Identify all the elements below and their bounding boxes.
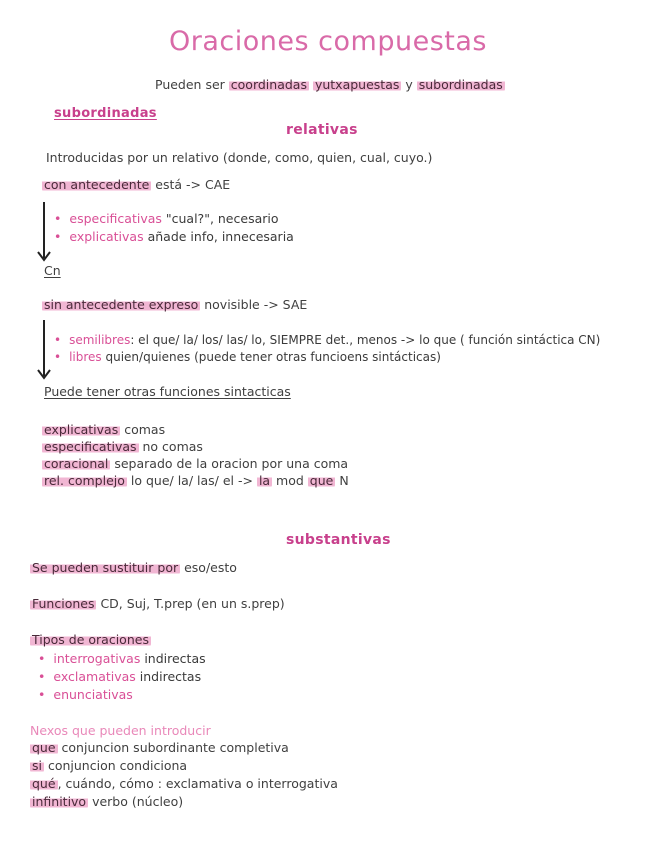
term: especificativas xyxy=(69,211,162,226)
subordinadas-heading: subordinadas xyxy=(54,106,157,121)
item-text: añade info, innecesaria xyxy=(143,229,294,244)
intro-prefix: Pueden ser xyxy=(155,77,229,92)
item-text: no comas xyxy=(138,439,203,454)
list-item xyxy=(30,776,338,791)
list-item: • interrogativas indirectas xyxy=(38,651,206,666)
term: interrogativas xyxy=(53,651,141,666)
item-text: quien/quienes (puede tener otras funcioens sintácticas) xyxy=(101,350,441,364)
term: explicativas xyxy=(69,229,144,244)
item-text: verbo (núcleo) xyxy=(88,794,184,809)
item-text: separado de la oracion por una coma xyxy=(110,456,349,471)
con-label: con antecedente xyxy=(44,177,150,192)
page-title: Oraciones compuestas xyxy=(169,26,487,57)
sin-label: sin antecedente expreso xyxy=(44,297,199,312)
item-text: , cuándo, cómo : exclamativa o interrogativa xyxy=(57,776,338,791)
sin-rest: novisible -> SAE xyxy=(200,297,308,312)
down-arrow-icon xyxy=(36,200,54,266)
item-text: indirectas xyxy=(135,669,202,684)
list-item: • exclamativas indirectas xyxy=(38,669,202,684)
term: si xyxy=(32,758,42,773)
term: Tipos de oraciones xyxy=(32,632,149,647)
term: Funciones xyxy=(32,596,95,611)
term: libres xyxy=(69,350,102,364)
tipos-heading xyxy=(30,632,151,647)
funciones-line xyxy=(30,596,285,611)
list-item xyxy=(30,794,183,809)
intro-yux: yutxapuestas xyxy=(314,77,400,92)
item-text: mod xyxy=(272,473,308,488)
list-item xyxy=(30,740,289,755)
item-text: N xyxy=(335,473,349,488)
relativas-intro: Introducidas por un relativo (donde, como, quien, cual, cuyo.) xyxy=(46,150,433,165)
term: la xyxy=(258,473,271,488)
item-text: conjuncion subordinante completiva xyxy=(57,740,289,755)
item-text: lo que/ la/ las/ el -> xyxy=(126,473,257,488)
list-item: • explicativas añade info, innecesaria xyxy=(54,229,294,244)
list-item: • especificativas "cual?", necesario xyxy=(54,211,279,226)
list-item xyxy=(42,439,203,454)
sustituir-line xyxy=(30,560,237,575)
list-item xyxy=(42,456,348,471)
list-item: • semilibres: el que/ la/ los/ las/ lo, SIEMPRE det., menos -> lo que ( función sintáctica CN) xyxy=(54,333,601,347)
substantivas-heading: substantivas xyxy=(286,532,391,548)
term: especificativas xyxy=(44,439,137,454)
cn-label: Cn xyxy=(44,263,61,278)
relativas-heading: relativas xyxy=(286,122,358,138)
sin-antecedente xyxy=(42,297,307,312)
intro-coord: coordinadas xyxy=(230,77,307,92)
intro-y: y xyxy=(401,77,417,92)
intro-line xyxy=(155,77,505,92)
con-rest: está -> CAE xyxy=(151,177,231,192)
term: explicativas xyxy=(44,422,119,437)
term: enunciativas xyxy=(53,687,133,702)
item-text: eso/esto xyxy=(180,560,237,575)
item-text: indirectas xyxy=(140,651,206,666)
term: rel. complejo xyxy=(44,473,125,488)
list-item xyxy=(42,422,165,437)
term: que xyxy=(309,473,334,488)
item-text: comas xyxy=(120,422,166,437)
term: semilibres xyxy=(69,333,131,347)
nexos-heading: Nexos que pueden introducir xyxy=(30,723,211,738)
item-text: : el que/ la/ los/ las/ lo, SIEMPRE det., menos -> lo que ( función sintáctica CN) xyxy=(130,333,601,347)
term: coracional xyxy=(44,456,109,471)
item-text: CD, Suj, T.prep (en un s.prep) xyxy=(96,596,285,611)
intro-subord: subordinadas xyxy=(418,77,503,92)
list-item xyxy=(30,758,187,773)
term: Se pueden sustituir por xyxy=(32,560,179,575)
term: que xyxy=(32,740,56,755)
down-arrow-icon xyxy=(36,318,54,384)
con-antecedente xyxy=(42,177,230,192)
item-text: "cual?", necesario xyxy=(161,211,279,226)
list-item: • libres quien/quienes (puede tener otras funcioens sintácticas) xyxy=(54,350,441,364)
term: exclamativas xyxy=(53,669,136,684)
term: qué xyxy=(32,776,56,791)
item-text: conjuncion condiciona xyxy=(44,758,188,773)
list-item xyxy=(42,473,349,488)
term: infinitivo xyxy=(32,794,87,809)
list-item: • enunciativas xyxy=(38,687,133,702)
otras-funciones: Puede tener otras funciones sintacticas xyxy=(44,384,291,399)
